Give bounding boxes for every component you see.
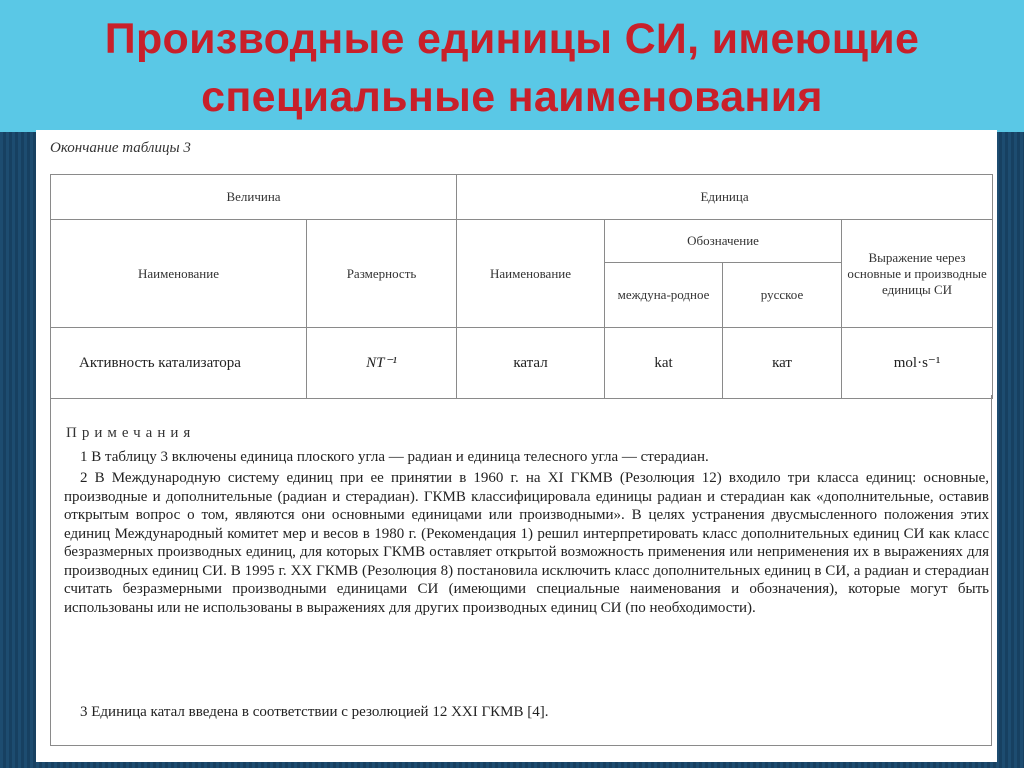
cell-expression: mol·s⁻¹ [842,328,993,399]
cell-unit-name: катал [457,328,605,399]
cell-name: Активность катализатора [51,328,307,399]
note-1 [64,448,989,467]
header-dimension: Размерность [307,220,457,328]
cell-dimension: NT⁻¹ [307,328,457,399]
header-quantity: Величина [51,175,457,220]
header-designation: Обозначение [605,220,842,263]
document-sheet [36,130,997,762]
note-1-text: 1 В таблицу 3 включены единица плоского угла — радиан и единица телесного угла — стерадиан. [80,449,709,465]
header-unit: Единица [457,175,993,220]
header-expression: Выражение через основные и производные единицы СИ [842,220,993,328]
note-3-text: 3 Единица катал введена в соответствии с резолюцией 12 XXI ГКМВ [4]. [80,704,549,720]
si-units-table [50,174,993,399]
slide-title-line-2: специальные наименования [201,73,823,121]
header-unit-name: Наименование [457,220,605,328]
slide-title [0,10,1024,126]
note-2-text: 2 В Международную систему единиц при ее принятии в 1960 г. на XI ГКМВ (Резолюция 12) входило три класса единиц: основные, производные и дополнительные (радиан и стерадиан). ГКМВ классифицировала единицы радиан и стерадиан как «дополнительные, оставив открытым вопрос о том, являются они основными единицами или производными». В целях устранения двусмысленного положения этих единиц Международный комитет мер и весов в 1980 г. (Рекомендация 1) решил интерпретировать класс дополнительных единиц СИ как класс безразмерных производных единиц, для которых ГКМВ оставляет открытой возможность применения или неприменения их в выражениях для производных единиц СИ. В 1995 г. XX ГКМВ (Резолюция 8) постановила исключить класс дополнительных единиц в СИ, а радиан и стерадиан считать безразмерными производными единицами СИ (имеющими специальные наименования и обозначения), которые могут быть использованы или не использованы в выражениях для других производных единиц СИ (по необходимости). [64,470,989,616]
table-row [51,328,993,399]
notes-heading: Примечания [66,425,196,441]
note-3 [64,703,989,722]
slide-title-line-1: Производные единицы СИ, имеющие [104,15,920,63]
cell-russian: кат [723,328,842,399]
header-russian: русское [723,263,842,328]
cell-international: kat [605,328,723,399]
note-2 [64,469,989,617]
table-caption: Окончание таблицы 3 [50,140,191,156]
header-international: междуна-родное [605,263,723,328]
header-name: Наименование [51,220,307,328]
